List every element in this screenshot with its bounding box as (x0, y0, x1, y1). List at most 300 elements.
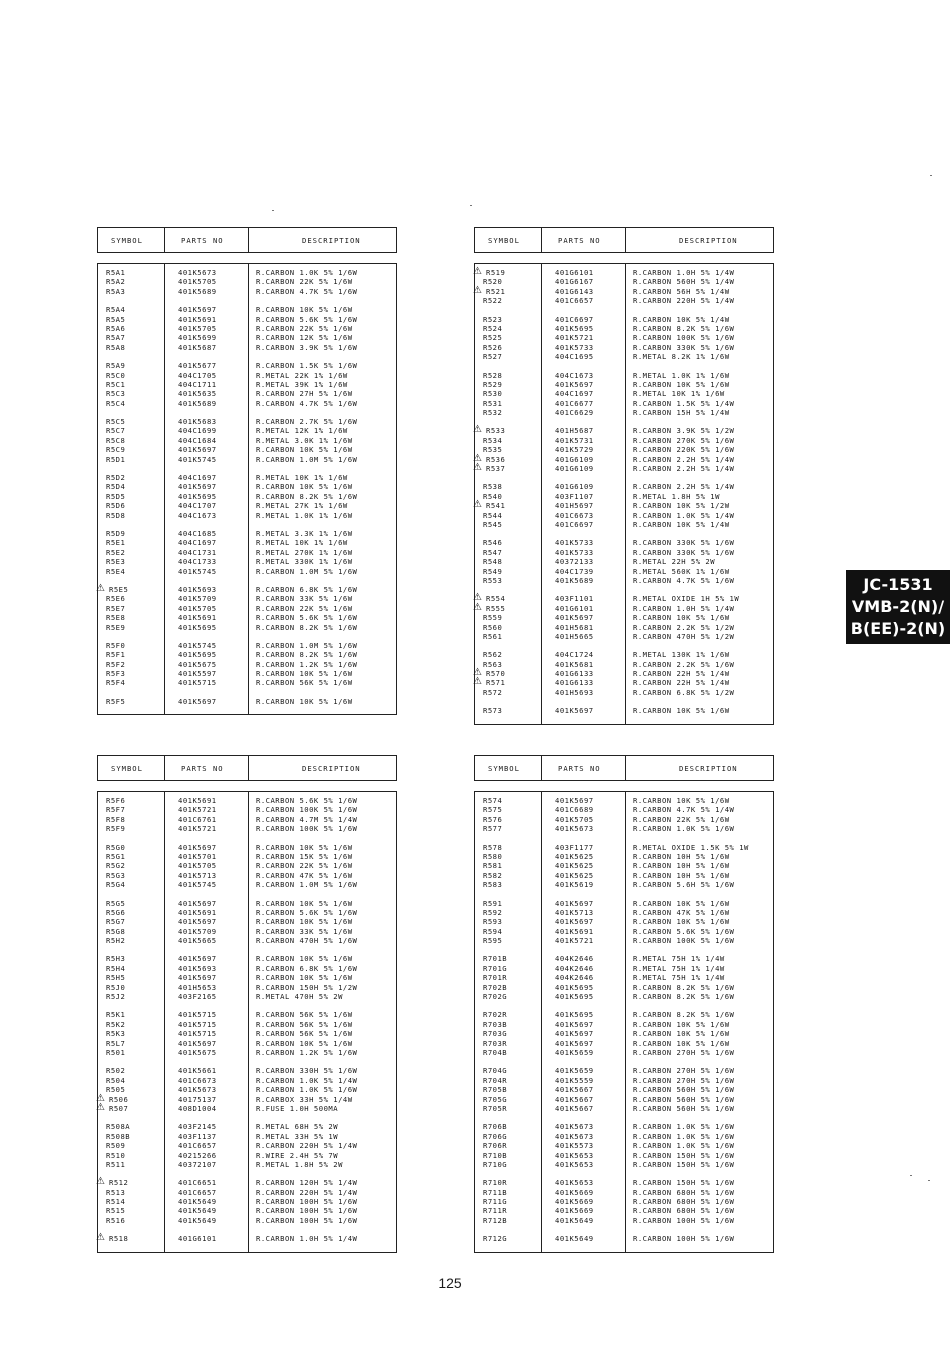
table-row (98, 343, 396, 352)
part-number-cell: 401K5559 (555, 1075, 594, 1085)
table-row (473, 601, 773, 613)
part-number-cell: 401K5673 (555, 1122, 594, 1132)
table-row (98, 380, 396, 389)
header-symbol: SYMBOL (488, 236, 520, 245)
description-cell: R.CARBON 22K 5% 1/6W (256, 861, 353, 871)
table-row (98, 1122, 396, 1131)
symbol-cell: R522 (483, 296, 503, 306)
description-cell: R.CARBON 2.2K 5% 1/6W (633, 659, 735, 669)
part-number-cell: 401K5697 (555, 1038, 594, 1048)
table-row (98, 594, 396, 603)
symbol-cell: R515 (106, 1206, 126, 1216)
safety-warning-icon: ⚠ (96, 1101, 106, 1113)
column-divider (248, 756, 249, 780)
part-number-cell: 401K5705 (555, 814, 594, 824)
table-row (475, 1076, 773, 1085)
part-number-cell: 401K5695 (555, 982, 594, 992)
symbol-cell: R706R (483, 1141, 508, 1151)
part-number-cell: 401C6657 (178, 1141, 217, 1151)
description-cell: R.CARBON 560H 5% 1/6W (633, 1103, 735, 1113)
table-row (98, 1151, 396, 1160)
table-row (475, 815, 773, 824)
symbol-cell: R5C9 (106, 445, 126, 455)
parts-table-top-left (97, 227, 397, 715)
part-number-cell: 401K5689 (178, 398, 217, 408)
table-row (98, 936, 396, 945)
table-row (98, 964, 396, 973)
safety-warning-icon: ⚠ (473, 284, 483, 296)
table-row (475, 594, 773, 603)
safety-warning-icon: ⚠ (473, 676, 483, 688)
part-number-cell: 401G6143 (555, 286, 594, 296)
part-number-cell: 403F1101 (555, 594, 594, 604)
table-row (98, 815, 396, 824)
symbol-cell: R5L7 (106, 1038, 126, 1048)
part-number-cell: 401K5715 (178, 1029, 217, 1039)
symbol-cell: R592 (483, 907, 503, 917)
part-number-cell: 401K5721 (178, 805, 217, 815)
part-number-cell: 401K5697 (178, 898, 217, 908)
table-row (475, 408, 773, 417)
description-cell: R.CARBON 2.2H 5% 1/4W (633, 482, 735, 492)
symbol-cell: R502 (106, 1066, 126, 1076)
part-number-cell: 401K5713 (178, 870, 217, 880)
table-row (475, 706, 773, 715)
part-number-cell: 401G6101 (555, 268, 594, 277)
table-row (475, 1178, 773, 1187)
table-row (475, 1010, 773, 1019)
symbol-cell: R549 (483, 566, 503, 576)
table-row (98, 455, 396, 464)
description-cell: R.METAL 75H 1% 1/4W (633, 963, 725, 973)
part-number-cell: 401K5691 (178, 796, 217, 805)
description-cell: R.METAL 22H 5% 2W (633, 557, 716, 567)
description-cell: R.CARBON 1.0H 5% 1/4W (633, 603, 735, 613)
symbol-cell: R5H4 (106, 963, 126, 973)
description-cell: R.CARBON 10K 5% 1/6W (633, 1038, 730, 1048)
symbol-cell: R5D8 (106, 510, 126, 520)
header-description: DESCRIPTION (302, 236, 361, 245)
table-row (98, 1085, 396, 1094)
description-cell: R.CARBON 1.5K 5% 1/6W (256, 361, 358, 371)
part-number-cell: 401K5705 (178, 603, 217, 613)
part-number-cell: 401K5697 (555, 613, 594, 623)
symbol-cell: R562 (483, 650, 503, 660)
table-row (98, 1188, 396, 1197)
table-row (475, 973, 773, 982)
description-cell: R.CARBON 56K 5% 1/6W (256, 1029, 353, 1039)
description-cell: R.CARBON 10K 5% 1/6W (256, 842, 353, 852)
part-number-cell: 404C1695 (555, 352, 594, 362)
description-cell: R.CARBON 1.0K 5% 1/6W (256, 268, 358, 277)
table-row (98, 1132, 396, 1141)
description-cell: R.CARBON 1.0K 5% 1/6W (633, 1122, 735, 1132)
table-body (474, 263, 774, 725)
column-divider (625, 756, 626, 780)
table-row (475, 632, 773, 641)
description-cell: R.METAL 3.3K 1% 1/6W (256, 528, 353, 538)
symbol-cell: R701B (483, 954, 508, 964)
part-number-cell: 401K5697 (178, 1038, 217, 1048)
table-row (475, 843, 773, 852)
column-divider (541, 228, 542, 252)
table-row (98, 805, 396, 814)
description-cell: R.CARBON 100K 5% 1/6W (633, 333, 735, 343)
part-number-cell: 401C6657 (178, 1187, 217, 1197)
table-row (98, 315, 396, 324)
table-row (98, 501, 396, 510)
part-number-cell: 404C1707 (178, 501, 217, 511)
table-row (98, 426, 396, 435)
parts-table-bottom-left (97, 755, 397, 1253)
table-row (98, 529, 396, 538)
symbol-cell: R705G (483, 1094, 508, 1104)
symbol-cell: R5G5 (106, 898, 126, 908)
description-cell: R.CARBON 1.0K 5% 1/4W (256, 1075, 358, 1085)
symbol-cell: R537 (486, 464, 506, 474)
symbol-cell: R703B (483, 1019, 508, 1029)
table-body (97, 791, 397, 1253)
symbol-cell: R541 (486, 501, 506, 511)
description-cell: R.CARBON 15K 5% 1/6W (256, 851, 353, 861)
part-number-cell: 401C6651 (178, 1178, 217, 1188)
part-number-cell: 401K5693 (178, 584, 217, 594)
part-number-cell: 401K5697 (178, 305, 217, 315)
symbol-cell: R5F7 (106, 805, 126, 815)
table-row (98, 669, 396, 678)
description-cell: R.CARBON 150H 5% 1/6W (633, 1159, 735, 1169)
part-number-cell: 401K5691 (178, 613, 217, 623)
description-cell: R.CARBON 4.7K 5% 1/6W (256, 398, 358, 408)
symbol-cell: R553 (483, 575, 503, 585)
symbol-cell: R5E7 (106, 603, 126, 613)
symbol-cell: R523 (483, 314, 503, 324)
model-label-line: B(EE)-2(N) (850, 619, 946, 638)
part-number-cell: 40372107 (178, 1159, 217, 1169)
symbol-cell: R545 (483, 519, 503, 529)
part-number-cell: 404C1711 (178, 379, 217, 389)
header-description: DESCRIPTION (679, 764, 738, 773)
description-cell: R.CARBON 6.8K 5% 1/6W (256, 584, 358, 594)
symbol-cell: R5E9 (106, 622, 126, 632)
symbol-cell: R524 (483, 323, 503, 333)
table-row (98, 1010, 396, 1019)
description-cell: R.CARBON 270H 5% 1/6W (633, 1066, 735, 1076)
safety-warning-icon: ⚠ (473, 601, 483, 613)
symbol-cell: R5F2 (106, 659, 126, 669)
header-parts-no: PARTS NO (558, 236, 601, 245)
symbol-cell: R5E6 (106, 594, 126, 604)
description-cell: R.CARBON 10K 5% 1/6W (633, 613, 730, 623)
description-cell: R.CARBON 2.2H 5% 1/4W (633, 454, 735, 464)
part-number-cell: 401K5705 (178, 861, 217, 871)
description-cell: R.CARBON 1.0K 5% 1/6W (633, 1131, 735, 1141)
symbol-cell: R710B (483, 1150, 508, 1160)
symbol-cell: R513 (106, 1187, 126, 1197)
symbol-cell: R574 (483, 796, 503, 805)
symbol-cell: R5D5 (106, 491, 126, 501)
part-number-cell: 401K5625 (555, 851, 594, 861)
table-row (475, 1216, 773, 1225)
part-number-cell: 401K5715 (178, 1019, 217, 1029)
description-cell: R.METAL 1.8H 5% 2W (256, 1159, 343, 1169)
symbol-cell: R701G (483, 963, 508, 973)
symbol-cell: R578 (483, 842, 503, 852)
symbol-cell: R576 (483, 814, 503, 824)
part-number-cell: 401C6697 (555, 314, 594, 324)
table-row (475, 1141, 773, 1150)
symbol-cell: R5A7 (106, 333, 126, 343)
table-row (475, 1104, 773, 1113)
table-row (98, 880, 396, 889)
model-tab-label (846, 570, 950, 644)
table-row (98, 660, 396, 669)
description-cell: R.CARBON 22H 5% 1/4W (633, 678, 730, 688)
description-cell: R.CARBON 22K 5% 1/6W (256, 323, 353, 333)
table-row (98, 361, 396, 370)
symbol-cell: R570 (486, 669, 506, 679)
part-number-cell: 401K5721 (555, 936, 594, 946)
part-number-cell: 401K5745 (178, 880, 217, 890)
table-row (475, 1039, 773, 1048)
part-number-cell: 401H5653 (178, 982, 217, 992)
symbol-cell: R702G (483, 992, 508, 1002)
symbol-cell: R516 (106, 1215, 126, 1225)
symbol-cell: R5G3 (106, 870, 126, 880)
table-row (475, 277, 773, 286)
description-cell: R.CARBON 10K 5% 1/6W (256, 954, 353, 964)
part-number-cell: 404C1731 (178, 547, 217, 557)
description-cell: R.CARBON 4.7K 5% 1/4W (633, 805, 735, 815)
description-cell: R.CARBON 10H 5% 1/6W (633, 851, 730, 861)
table-row (475, 1122, 773, 1131)
part-number-cell: 401K5731 (555, 435, 594, 445)
part-number-cell: 401K5673 (555, 1131, 594, 1141)
description-cell: R.CARBON 27H 5% 1/6W (256, 389, 353, 399)
part-number-cell: 401K5695 (555, 1010, 594, 1020)
symbol-cell: R547 (483, 547, 503, 557)
symbol-cell: R5J2 (106, 992, 126, 1002)
table-row (475, 1020, 773, 1029)
description-cell: R.CARBON 2.2H 5% 1/4W (633, 464, 735, 474)
part-number-cell: 401K5709 (178, 926, 217, 936)
symbol-cell: R5H5 (106, 973, 126, 983)
table-row (475, 315, 773, 324)
symbol-cell: R704G (483, 1066, 508, 1076)
symbol-cell: R705R (483, 1103, 508, 1113)
part-number-cell: 401K5695 (178, 650, 217, 660)
description-cell: R.CARBON 4.7M 5% 1/4W (256, 814, 358, 824)
description-cell: R.METAL 1.0K 1% 1/6W (256, 510, 353, 520)
table-row (98, 399, 396, 408)
table-row (98, 623, 396, 632)
page-number: 125 (438, 1275, 462, 1291)
symbol-cell: R5A2 (106, 277, 126, 287)
description-cell: R.WIRE 2.4H 5% 7W (256, 1150, 339, 1160)
part-number-cell: 40175137 (178, 1094, 217, 1104)
part-number-cell: 401G6133 (555, 669, 594, 679)
description-cell: R.METAL 270K 1% 1/6W (256, 547, 353, 557)
table-row (98, 852, 396, 861)
table-row (98, 417, 396, 426)
table-row (475, 927, 773, 936)
symbol-cell: R5D6 (106, 501, 126, 511)
description-cell: R.CARBON 150H 5% 1/6W (633, 1178, 735, 1188)
part-number-cell: 401G6109 (555, 454, 594, 464)
safety-warning-icon: ⚠ (473, 424, 483, 436)
symbol-cell: R702B (483, 982, 508, 992)
safety-warning-icon: ⚠ (96, 1176, 106, 1188)
scan-speck (930, 175, 932, 176)
symbol-cell: R5A5 (106, 314, 126, 324)
symbol-cell: R560 (483, 622, 503, 632)
part-number-cell: 401K5619 (555, 880, 594, 890)
description-cell: R.CARBON 56K 5% 1/6W (256, 678, 353, 688)
description-cell: R.CARBON 6.8K 5% 1/6W (256, 963, 358, 973)
symbol-cell: R5A8 (106, 342, 126, 352)
header-parts-no: PARTS NO (181, 764, 224, 773)
description-cell: R.CARBON 3.9K 5% 1/6W (256, 342, 358, 352)
description-cell: R.CARBON 33K 5% 1/6W (256, 926, 353, 936)
symbol-cell: R5F6 (106, 796, 126, 805)
table-row (475, 567, 773, 576)
description-cell: R.CARBON 10K 5% 1/6W (256, 917, 353, 927)
part-number-cell: 401K5699 (178, 333, 217, 343)
table-row (98, 678, 396, 687)
description-cell: R.CARBON 47K 5% 1/6W (633, 907, 730, 917)
symbol-cell: R5F1 (106, 650, 126, 660)
table-row (98, 1039, 396, 1048)
symbol-cell: R533 (486, 426, 506, 436)
description-cell: R.CARBON 8.2K 5% 1/6W (633, 982, 735, 992)
part-number-cell: 403F1107 (555, 491, 594, 501)
description-cell: R.CARBON 680H 5% 1/6W (633, 1206, 735, 1216)
description-cell: R.METAL 560K 1% 1/6W (633, 566, 730, 576)
symbol-cell: R582 (483, 870, 503, 880)
description-cell: R.CARBON 1.0H 5% 1/4W (633, 268, 735, 277)
header-symbol: SYMBOL (111, 236, 143, 245)
part-number-cell: 401C6673 (555, 510, 594, 520)
symbol-cell: R5C4 (106, 398, 126, 408)
description-cell: R.CARBON 100H 5% 1/6W (633, 1215, 735, 1225)
table-row (98, 1234, 396, 1243)
table-row (98, 1160, 396, 1169)
description-cell: R.CARBON 1.0M 5% 1/6W (256, 880, 358, 890)
description-cell: R.CARBON 220H 5% 1/4W (256, 1187, 358, 1197)
description-cell: R.CARBON 1.0M 5% 1/6W (256, 566, 358, 576)
table-row (98, 305, 396, 314)
symbol-cell: R529 (483, 379, 503, 389)
description-cell: R.CARBON 680H 5% 1/6W (633, 1187, 735, 1197)
symbol-cell: R5D4 (106, 482, 126, 492)
table-row (475, 576, 773, 585)
symbol-cell: R5F3 (106, 669, 126, 679)
part-number-cell: 401K5695 (178, 491, 217, 501)
table-row (98, 324, 396, 333)
symbol-cell: R514 (106, 1197, 126, 1207)
description-cell: R.CARBON 560H 5% 1/6W (633, 1085, 735, 1095)
table-body (474, 791, 774, 1253)
symbol-cell: R712B (483, 1215, 508, 1225)
table-row (98, 482, 396, 491)
table-row (98, 604, 396, 613)
symbol-cell: R508A (106, 1122, 131, 1132)
header-symbol: SYMBOL (111, 764, 143, 773)
part-number-cell: 401H5697 (555, 501, 594, 511)
symbol-cell: R510 (106, 1150, 126, 1160)
table-row (475, 548, 773, 557)
part-number-cell: 401K5659 (555, 1066, 594, 1076)
description-cell: R.CARBON 12K 5% 1/6W (256, 333, 353, 343)
symbol-cell: R511 (106, 1159, 126, 1169)
symbol-cell: R506 (109, 1094, 129, 1104)
symbol-cell: R559 (483, 613, 503, 623)
description-cell: R.CARBON 10K 5% 1/6W (633, 796, 730, 805)
description-cell: R.CARBON 10K 5% 1/6W (256, 669, 353, 679)
symbol-cell: R5D1 (106, 454, 126, 464)
symbol-cell: R5E4 (106, 566, 126, 576)
description-cell: R.CARBON 150H 5% 1/6W (633, 1150, 735, 1160)
description-cell: R.METAL 75H 1% 1/4W (633, 973, 725, 983)
symbol-cell: R5D2 (106, 473, 126, 483)
symbol-cell: R5A6 (106, 323, 126, 333)
scan-speck (928, 1180, 930, 1181)
table-row (475, 324, 773, 333)
symbol-cell: R580 (483, 851, 503, 861)
description-cell: R.CARBON 3.9K 5% 1/2W (633, 426, 735, 436)
symbol-cell: R5C8 (106, 435, 126, 445)
description-cell: R.CARBON 15H 5% 1/4W (633, 408, 730, 418)
description-cell: R.CARBON 56H 5% 1/4W (633, 286, 730, 296)
part-number-cell: 401K5715 (178, 678, 217, 688)
part-number-cell: 401G6167 (555, 277, 594, 287)
symbol-cell: R577 (483, 824, 503, 834)
column-divider (164, 228, 165, 252)
description-cell: R.CARBON 22K 5% 1/6W (256, 603, 353, 613)
part-number-cell: 404C1673 (555, 370, 594, 380)
symbol-cell: R575 (483, 805, 503, 815)
symbol-cell: R703R (483, 1038, 508, 1048)
table-row (475, 917, 773, 926)
table-row (475, 852, 773, 861)
table-row (98, 445, 396, 454)
description-cell: R.METAL 39K 1% 1/6W (256, 379, 348, 389)
symbol-cell: R520 (483, 277, 503, 287)
symbol-cell: R573 (483, 706, 503, 716)
symbol-cell: R5K2 (106, 1019, 126, 1029)
model-label-line: VMB-2(N)/ (851, 597, 945, 616)
symbol-cell: R5C7 (106, 426, 126, 436)
table-row (96, 1101, 396, 1113)
part-number-cell: 401K5597 (178, 669, 217, 679)
description-cell: R.CARBON 47K 5% 1/6W (256, 870, 353, 880)
symbol-cell: R5K3 (106, 1029, 126, 1039)
symbol-cell: R5E1 (106, 538, 126, 548)
table-row (475, 268, 773, 277)
description-cell: R.CARBON 100K 5% 1/6W (256, 805, 358, 815)
safety-warning-icon: ⚠ (473, 499, 483, 511)
table-row (475, 1188, 773, 1197)
description-cell: R.CARBON 10K 5% 1/6W (256, 1038, 353, 1048)
description-cell: R.CARBON 10K 5% 1/6W (256, 696, 353, 706)
part-number-cell: 401K5691 (555, 926, 594, 936)
description-cell: R.CARBON 100H 5% 1/6W (256, 1197, 358, 1207)
description-cell: R.CARBON 1.5K 5% 1/4W (633, 398, 735, 408)
part-number-cell: 404K2646 (555, 963, 594, 973)
part-number-cell: 401K5689 (178, 286, 217, 296)
description-cell: R.METAL 33H 5% 1W (256, 1131, 339, 1141)
description-cell: R.METAL 10K 1% 1/6W (633, 389, 725, 399)
